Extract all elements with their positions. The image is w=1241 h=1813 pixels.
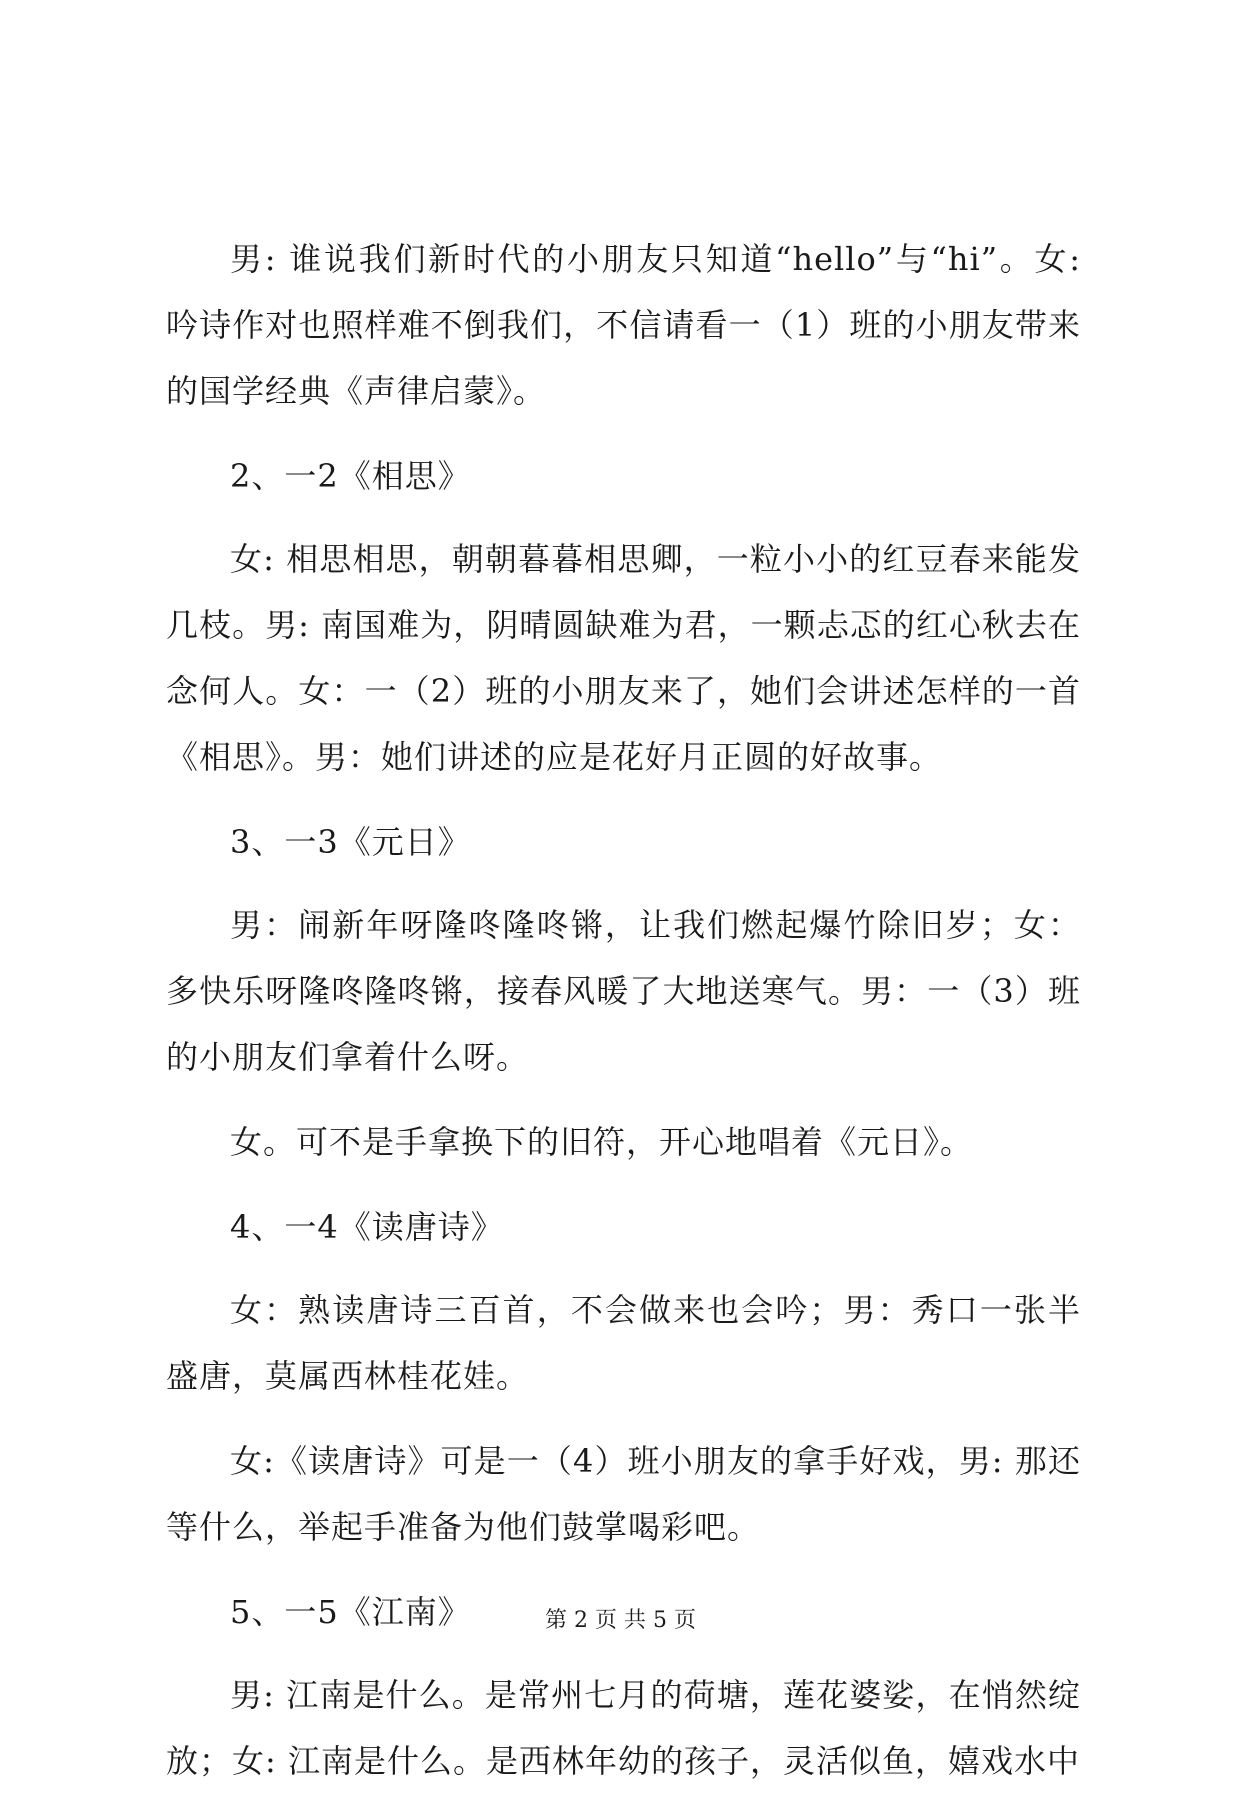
program-heading: 3、一3《元日》 (230, 823, 471, 861)
document-body (166, 226, 1081, 1813)
paragraph: 女: 相思相思，朝朝暮暮相思卿，一粒小小的红豆春来能发几枝。男: 南国难为，阴晴圆缺难为君，一颗忐忑的红心秋去在念何人。女：一（2）班的小朋友来了，她们会讲述怎样的一首《相思》。男：她们讲述的应是花好月正圆的好故事。 (166, 540, 1081, 776)
program-heading: 4、一4《读唐诗》 (230, 1208, 504, 1246)
paragraph: 女。可不是手拿换下的旧符，开心地唱着《元日》。 (230, 1123, 974, 1161)
paragraph: 男: 江南是什么。是常州七月的荷塘，莲花婆娑，在悄然绽放；女: 江南是什么。是西林年幼的孩子，灵活似鱼，嬉戏水中 (166, 1676, 1081, 1780)
paragraph: 男: 谁说我们新时代的小朋友只知道“hello”与“hi”。女: 吟诗作对也照样难不倒我们，不信请看一（1）班的小朋友带来的国学经典《声律启蒙》。 (166, 240, 1081, 410)
paragraph: 男：闹新年呀隆咚隆咚锵，让我们燃起爆竹除旧岁；女：多快乐呀隆咚隆咚锵，接春风暖了大地送寒气。男：一（3）班的小朋友们拿着什么呀。 (166, 906, 1081, 1076)
page-footer: 第 2 页 共 5 页 (545, 1608, 696, 1633)
paragraph: 女：熟读唐诗三百首，不会做来也会吟；男：秀口一张半盛唐，莫属西林桂花娃。 (166, 1291, 1081, 1395)
paragraph: 女:《读唐诗》可是一（4）班小朋友的拿手好戏，男: 那还等什么，举起手准备为他们鼓掌喝彩吧。 (166, 1442, 1081, 1546)
program-heading: 2、一2《相思》 (230, 457, 471, 495)
program-heading: 5、一5《江南》 (230, 1593, 471, 1631)
